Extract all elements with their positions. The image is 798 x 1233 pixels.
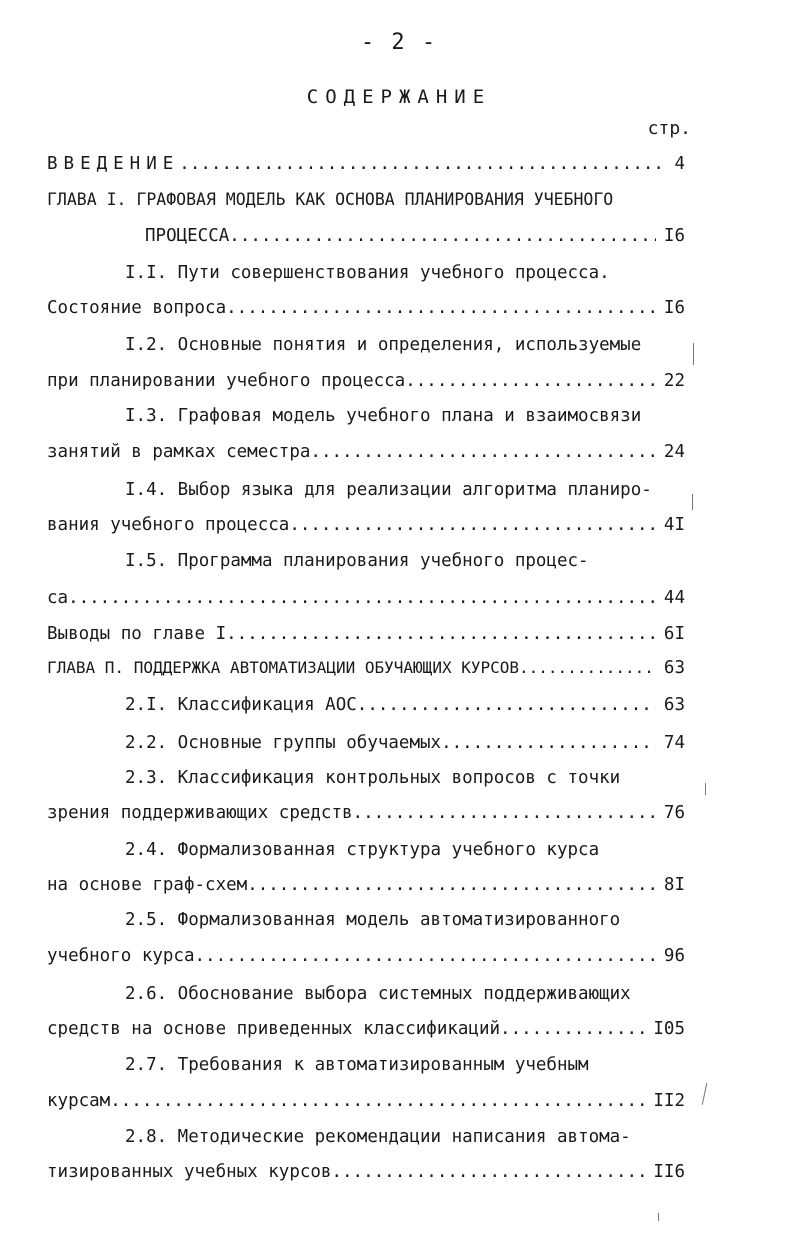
leader-dots [310,440,656,464]
leader-dots [179,152,666,176]
scan-artifact-mark [693,343,694,365]
toc-section-2-6-line1: 2.6. Обоснование выбора системных поддерживающих [125,984,631,1004]
toc-chapter-1-line1: ГЛАВА I. ГРАФОВАЯ МОДЕЛЬ КАК ОСНОВА ПЛАНИРОВАНИЯ УЧЕБНОГО [47,190,614,209]
leader-dots [68,586,656,610]
toc-entry-page: II2 [653,1091,685,1111]
toc-entry-page: 22 [663,371,685,391]
toc-chapter-2 [47,656,685,680]
toc-entry-label: ПРОЦЕССА [145,226,230,246]
toc-entry-page: I6 [663,226,685,246]
toc-section-1-3 [47,440,685,464]
toc-entry-page: II6 [653,1162,685,1182]
toc-entry-page: 96 [663,946,685,966]
toc-entry-label: ВВЕДЕНИЕ [47,154,180,174]
toc-section-1-1 [47,296,685,320]
toc-section-2-8-line1: 2.8. Методические рекомендации написания автома- [125,1127,631,1147]
toc-entry-page: 44 [663,588,685,608]
toc-entry-label: средств на основе приведенных классификаций [47,1019,501,1039]
scan-artifact-mark [702,1083,708,1105]
toc-section-2-4-line1: 2.4. Формализованная структура учебного курса [125,840,600,860]
toc-section-2-5-line1: 2.5. Формализованная модель автоматизированного [125,910,621,930]
toc-entry-page: 63 [663,695,685,715]
toc-entry-page: 8I [663,875,685,895]
toc-entry-label: Состояние вопроса [47,298,227,318]
toc-entry-label: на основе граф-схем [47,875,248,895]
toc-entry-label: 2.2. Основные группы обучаемых [125,733,442,753]
scan-artifact-mark [692,494,693,510]
toc-section-1-4-line1: I.4. Выбор языка для реализации алгоритма планиро- [125,480,652,500]
toc-section-1-2-line1: I.2. Основные понятия и определения, используемые [125,335,642,355]
toc-section-1-5-line1: I.5. Программа планирования учебного процес- [125,551,589,571]
toc-entry-label: вания учебного процесса [47,515,290,535]
toc-section-2-7-line1: 2.7. Требования к автоматизированным учебным [125,1055,589,1075]
toc-entry-label: учебного курса [47,946,195,966]
page-column-label: стр. [647,118,691,139]
scan-artifact-mark [658,1213,659,1221]
toc-chapter-1 [145,224,685,248]
toc-entry-label: зрения поддерживающих средств [47,803,353,823]
toc-entry-label: ГЛАВА П. ПОДДЕРЖКА АВТОМАТИЗАЦИИ ОБУЧАЮЩИХ КУРСОВ [47,658,520,677]
toc-entry-page: 6I [663,624,685,644]
toc-section-2-6 [47,1017,685,1041]
leader-dots [229,224,656,248]
toc-entry-label: 2.I. Классификация АОС [125,695,357,715]
scan-artifact-mark [705,783,706,795]
leader-dots [405,369,656,393]
toc-entry-label: курсам [47,1091,111,1111]
toc-entry-page: 63 [663,658,685,678]
toc-section-1-1-line1: I.I. Пути совершенствования учебного процесса. [125,263,610,283]
leader-dots [226,296,656,320]
toc-entry-label: при планировании учебного процесса [47,371,406,391]
toc-entry-label: са [47,588,69,608]
leader-dots [441,731,656,755]
leader-dots [331,1160,645,1184]
toc-section-2-8 [47,1160,685,1184]
toc-entry-intro [47,152,685,176]
toc-section-1-5 [47,586,685,610]
leader-dots [110,1089,645,1113]
leader-dots [247,873,656,897]
leader-dots [226,622,656,646]
leader-dots [353,801,656,825]
toc-section-2-4 [47,873,685,897]
page-title: СОДЕРЖАНИЕ [306,86,492,108]
toc-section-1-4 [47,513,685,537]
toc-entry-label: тизированных учебных курсов [47,1162,332,1182]
toc-section-2-7 [47,1089,685,1113]
leader-dots [195,944,656,968]
leader-dots [519,656,656,680]
leader-dots [500,1017,645,1041]
toc-entry-page: I6 [663,298,685,318]
toc-entry-label: занятий в рамках семестра [47,442,311,462]
toc-entry-page: I05 [653,1019,685,1039]
toc-section-2-3-line1: 2.3. Классификация контрольных вопросов с точки [125,768,621,788]
toc-section-1-3-line1: I.3. Графовая модель учебного плана и взаимосвязи [125,406,642,426]
toc-section-2-3 [47,801,685,825]
toc-entry-page: 76 [663,803,685,823]
toc-entry-page: 74 [663,733,685,753]
leader-dots [357,693,656,717]
toc-section-2-5 [47,944,685,968]
toc-entry-label: Выводы по главе I [47,624,227,644]
leader-dots [289,513,656,537]
page-number: - 2 - [360,30,438,55]
toc-section-2-2 [125,731,685,755]
toc-chapter-1-conclusions [47,622,685,646]
toc-entry-page: 4 [674,154,685,174]
toc-entry-page: 4I [663,515,685,535]
toc-entry-page: 24 [663,442,685,462]
toc-section-1-2 [47,369,685,393]
toc-section-2-1 [125,693,685,717]
